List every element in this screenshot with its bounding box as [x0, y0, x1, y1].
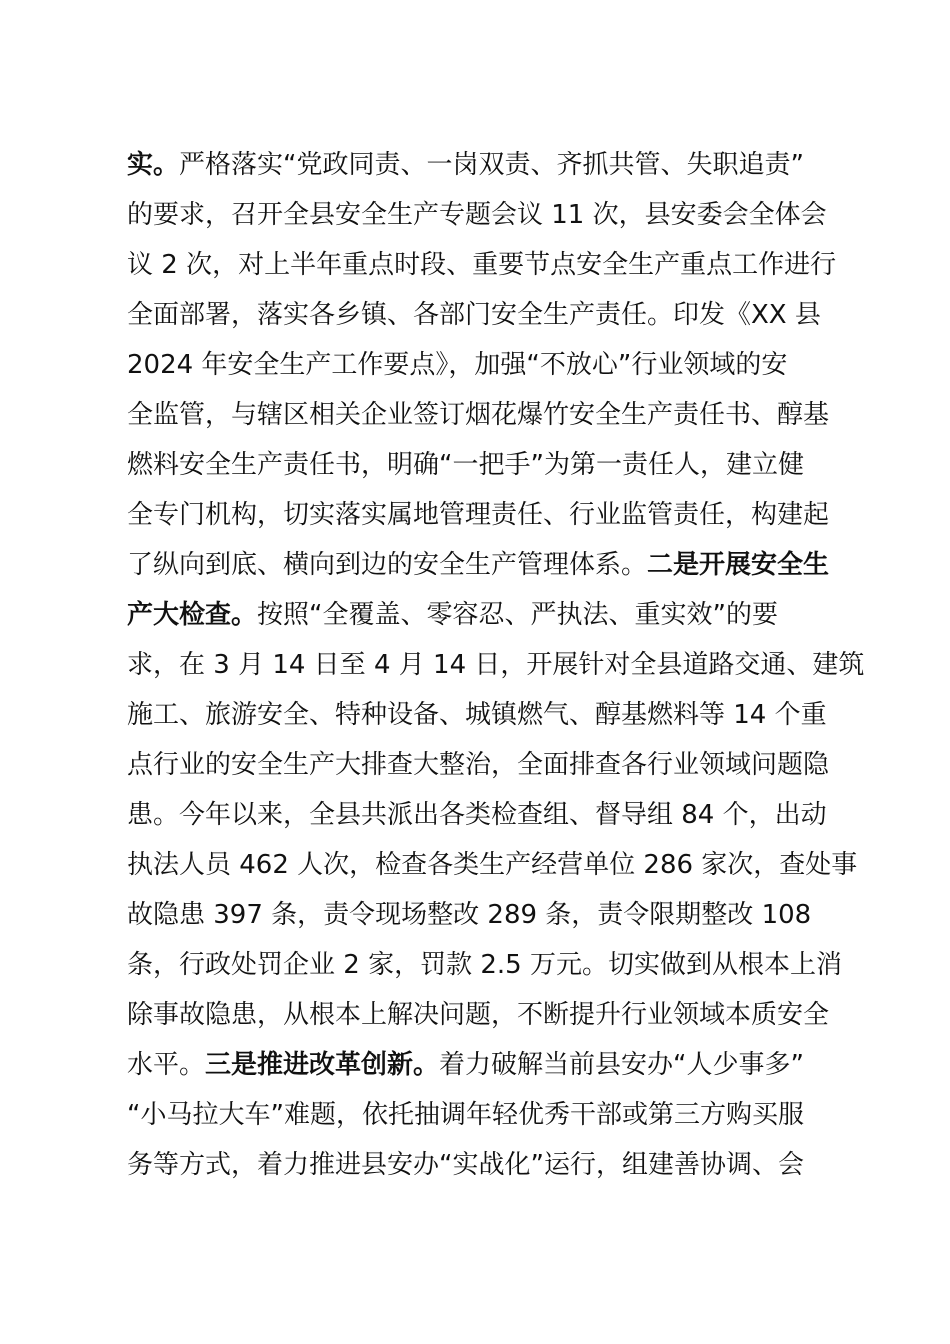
text-line	[127, 240, 837, 290]
text-segment: “小马拉大车”难题，依托抽调年轻优秀干部或第三方购买服	[127, 1100, 804, 1130]
text-line	[127, 1140, 837, 1190]
text-line	[127, 490, 837, 540]
bold-text-segment: 实。	[127, 150, 180, 180]
body-paragraph	[127, 140, 865, 1190]
bold-text-segment: 三是推进改革创新。	[205, 1050, 440, 1080]
text-line	[127, 1040, 837, 1090]
text-line	[127, 790, 837, 840]
text-segment: 除事故隐患，从根本上解决问题，不断提升行业领域本质安全	[127, 1000, 830, 1030]
text-line	[127, 290, 837, 340]
text-line	[127, 590, 837, 640]
bold-text-segment: 产大检查。	[127, 600, 258, 630]
text-segment: 故隐患 397 条，责令现场整改 289 条，责令限期整改 108	[127, 900, 812, 930]
text-segment: 患。今年以来，全县共派出各类检查组、督导组 84 个，出动	[127, 800, 827, 830]
text-segment: 务等方式，着力推进县安办“实战化”运行，组建善协调、会	[127, 1150, 804, 1180]
text-segment: 了纵向到底、横向到边的安全生产管理体系。	[127, 550, 648, 580]
text-segment: 的要求，召开全县安全生产专题会议 11 次，县安委会全体会	[127, 200, 827, 230]
text-line	[127, 1090, 837, 1140]
text-segment: 点行业的安全生产大排查大整治，全面排查各行业领域问题隐	[127, 750, 830, 780]
text-line	[127, 390, 837, 440]
text-segment: 全面部署，落实各乡镇、各部门安全生产责任。印发《XX 县	[127, 300, 821, 330]
text-segment: 全专门机构，切实落实属地管理责任、行业监管责任，构建起	[127, 500, 830, 530]
text-line	[127, 890, 837, 940]
text-line	[127, 190, 837, 240]
text-segment: 求，在 3 月 14 日至 4 月 14 日，开展针对全县道路交通、建筑	[127, 650, 865, 680]
text-line	[127, 640, 865, 690]
text-line	[127, 140, 837, 190]
text-line	[127, 340, 837, 390]
text-line	[127, 740, 837, 790]
text-segment: 按照“全覆盖、零容忍、严执法、重实效”的要	[257, 600, 778, 630]
bold-text-segment: 二是开展安全生	[647, 550, 830, 580]
text-segment: 施工、旅游安全、特种设备、城镇燃气、醇基燃料等 14 个重	[127, 700, 827, 730]
text-segment: 着力破解当前县安办“人少事多”	[439, 1050, 804, 1080]
text-line	[127, 440, 837, 490]
text-segment: 2024 年安全生产工作要点》，加强“不放心”行业领域的安	[127, 350, 788, 380]
text-line	[127, 540, 837, 590]
text-segment: 全监管，与辖区相关企业签订烟花爆竹安全生产责任书、醇基	[127, 400, 830, 430]
text-segment: 燃料安全生产责任书，明确“一把手”为第一责任人，建立健	[127, 450, 804, 480]
text-segment: 条，行政处罚企业 2 家，罚款 2.5 万元。切实做到从根本上消	[127, 950, 842, 980]
text-segment: 水平。	[127, 1050, 206, 1080]
text-line	[127, 940, 842, 990]
text-line	[127, 840, 858, 890]
text-segment: 严格落实“党政同责、一岗双责、齐抓共管、失职追责”	[179, 150, 804, 180]
text-segment: 议 2 次，对上半年重点时段、重要节点安全生产重点工作进行	[127, 250, 837, 280]
text-line	[127, 990, 837, 1040]
text-line	[127, 690, 837, 740]
text-segment: 执法人员 462 人次，检查各类生产经营单位 286 家次，查处事	[127, 850, 858, 880]
